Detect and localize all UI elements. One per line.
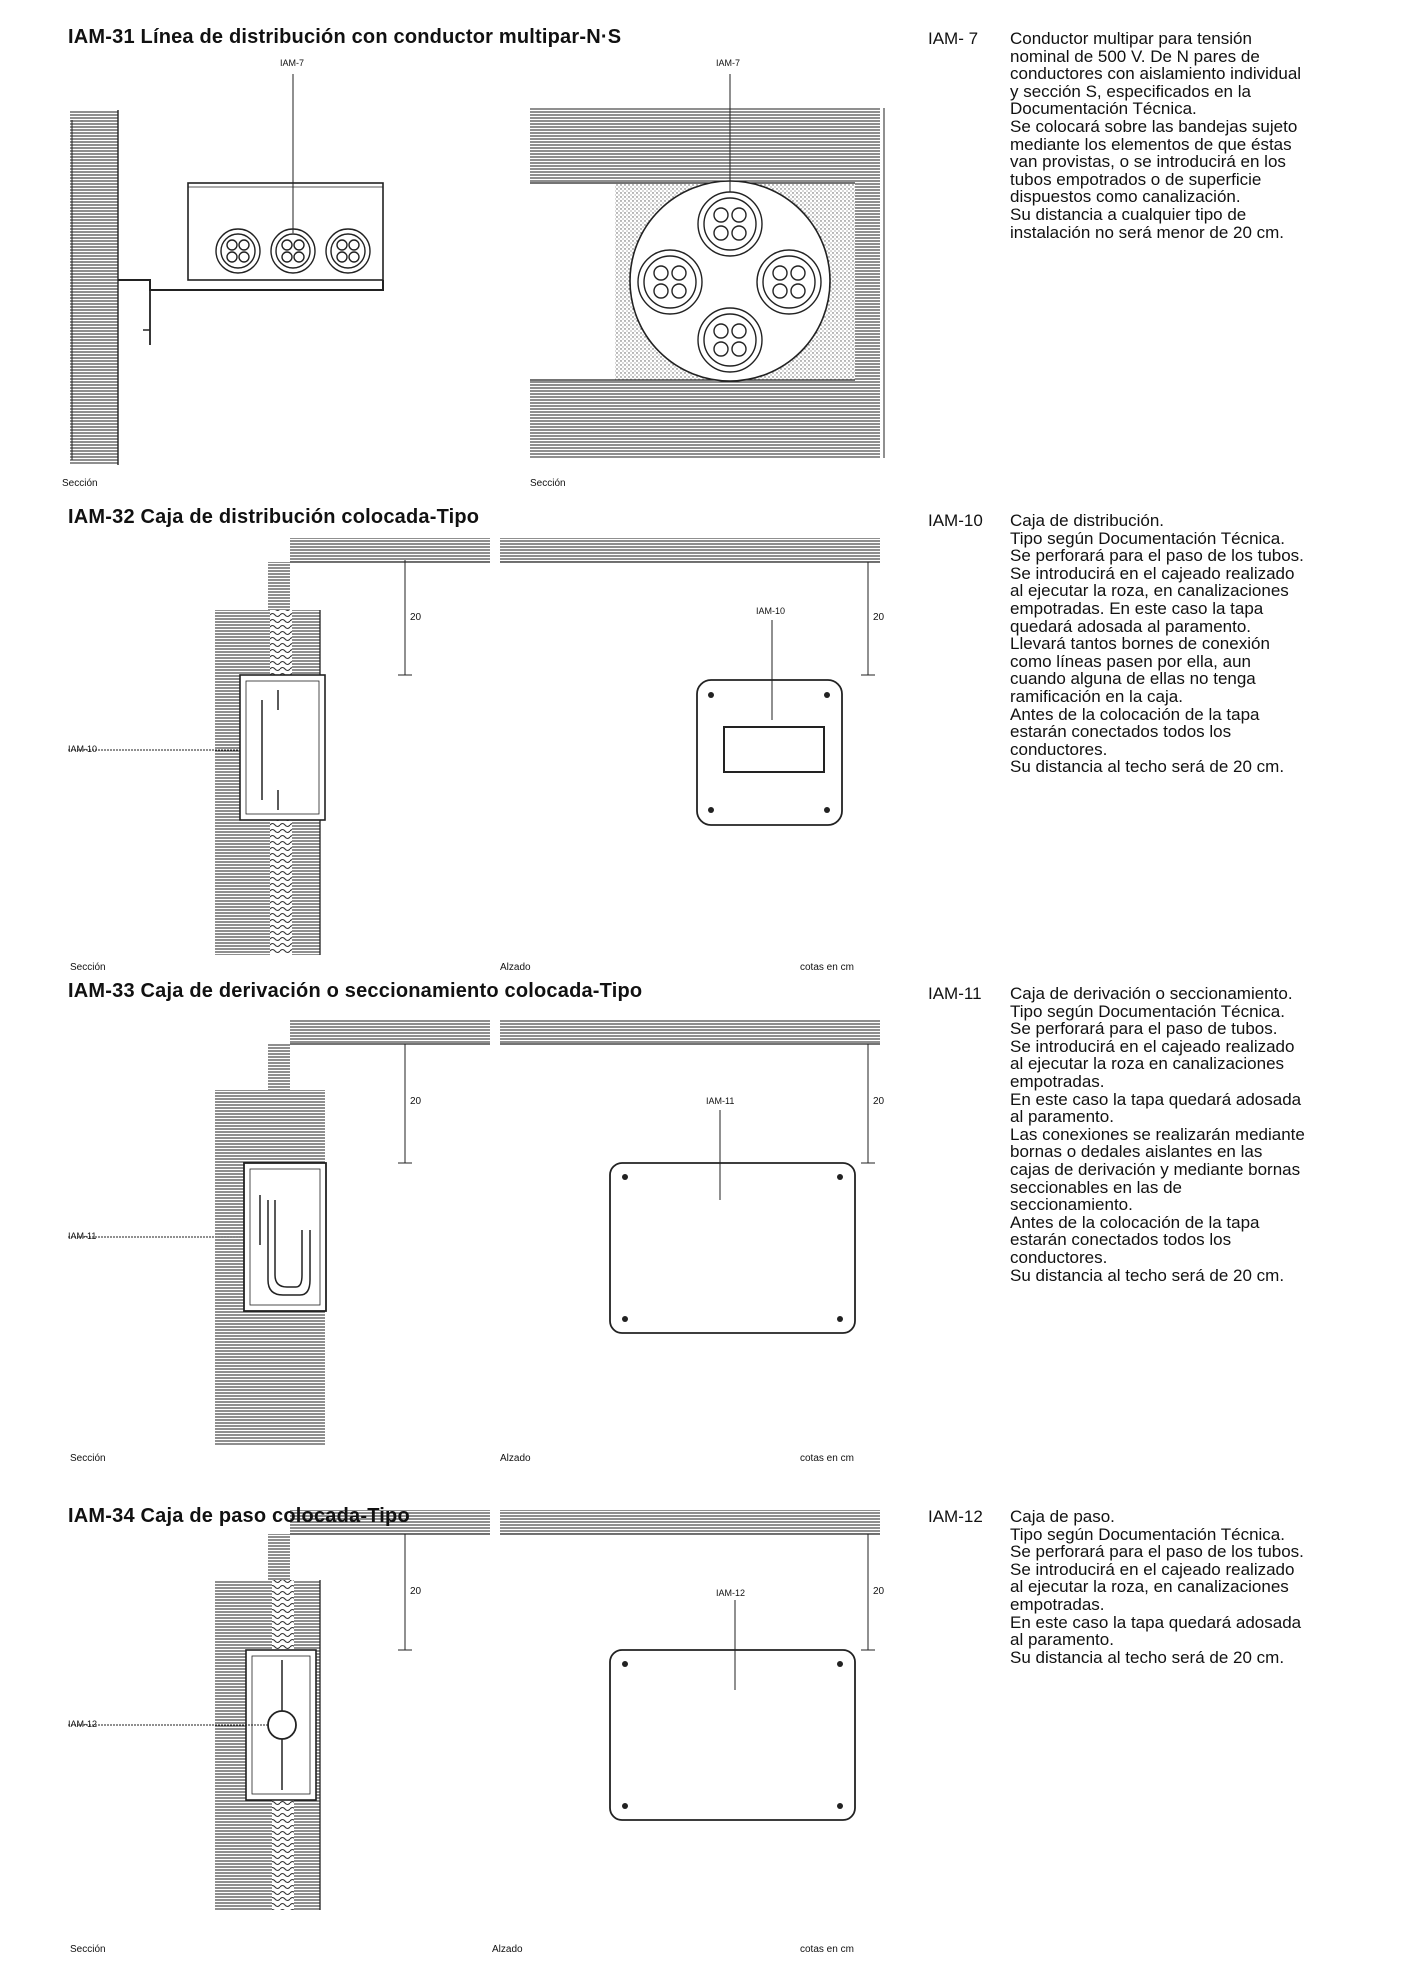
spec-line: Caja de distribución. — [1010, 511, 1165, 530]
spec-body — [1010, 1508, 1306, 1666]
iam33-elevation-drawing — [500, 1020, 880, 1333]
iam34-label-units: cotas en cm — [800, 1944, 854, 1955]
iam33-callout-left: IAM-11 — [68, 1231, 97, 1241]
spec-line: Tipo según Documentación Técnica. — [1010, 1524, 1285, 1544]
spec-line: Antes de la colocación de la tapa estarán conectados todos los conductores. — [1010, 1212, 1260, 1267]
iam34-section-drawing — [68, 1510, 490, 1910]
spec-line: En este caso la tapa quedará adosada al paramento. — [1010, 1612, 1302, 1650]
spec-line: En este caso la tapa quedará adosada al paramento. — [1010, 1089, 1302, 1127]
iam31-section-drawing — [70, 74, 383, 465]
spec-line: Tipo según Documentación Técnica. — [1010, 528, 1285, 548]
iam31-title: IAM-31 Línea de distribución con conductor multipar-N·S — [68, 26, 622, 48]
iam32-label-elevation: Alzado — [500, 962, 531, 973]
iam10-spec-block — [928, 512, 1308, 952]
iam31-tube-drawing — [530, 74, 884, 458]
iam31-label-section-right: Sección — [530, 478, 566, 489]
spec-line: Antes de la colocación de la tapa estarán conectados todos los conductores. — [1010, 704, 1260, 759]
spec-line: Su distancia al techo será de 20 cm. — [1010, 1265, 1285, 1285]
iam32-elevation-drawing — [500, 538, 880, 825]
iam32-callout-left: IAM-10 — [68, 744, 98, 754]
iam34-callout-right: IAM-12 — [716, 1588, 746, 1598]
spec-line: Se introducirá en el cajeado realizado al ejecutar la roza en canalizaciones empotradas. — [1010, 1036, 1295, 1091]
spec-line: Su distancia a cualquier tipo de instalación no será menor de 20 cm. — [1010, 204, 1285, 242]
spec-line: Caja de paso. — [1010, 1507, 1115, 1526]
iam32-label-units: cotas en cm — [800, 962, 854, 973]
spec-line: Se perforará para el paso de tubos. — [1010, 1019, 1278, 1039]
iam12-spec-block — [928, 1508, 1308, 1828]
iam32-label-section: Sección — [70, 962, 106, 973]
iam31-callout-left: IAM-7 — [280, 58, 305, 68]
spec-line: Conductor multipar para tensión nominal de 500 V. De N pares de conductores con aislamiento individual y sección S, especificados en la Documentación Técnica. — [1010, 29, 1302, 119]
spec-code: IAM-12 — [928, 1507, 983, 1526]
spec-line: Llevará tantos bornes de conexión como líneas pasen por ella, aun cuando alguna de ellas no tenga ramificación en la caja. — [1010, 634, 1270, 706]
spec-code: IAM-11 — [928, 984, 982, 1003]
iam32-title: IAM-32 Caja de distribución colocada-Tipo — [68, 506, 480, 528]
spec-line: Se perforará para el paso de los tubos. — [1010, 1542, 1304, 1562]
iam33-label-units: cotas en cm — [800, 1453, 854, 1464]
spec-line: Su distancia al techo será de 20 cm. — [1010, 757, 1285, 777]
iam34-label-section: Sección — [70, 1944, 106, 1955]
iam33-label-section: Sección — [70, 1453, 106, 1464]
spec-line: Se colocará sobre las bandejas sujeto mediante los elementos de que éstas van provistas, o se introducirá en los tubos empotrados o de superficie dispuestos como canalización. — [1010, 116, 1298, 207]
spec-line: Su distancia al techo será de 20 cm. — [1010, 1647, 1285, 1667]
iam33-callout-right: IAM-11 — [706, 1096, 735, 1106]
iam33-dim-elevation: 20 — [873, 1096, 885, 1107]
spec-code: IAM- 7 — [928, 29, 979, 48]
spec-line: Tipo según Documentación Técnica. — [1010, 1001, 1285, 1021]
iam33-label-elevation: Alzado — [500, 1453, 531, 1464]
iam34-callout-left: IAM-12 — [68, 1719, 98, 1729]
iam32-dim-section: 20 — [410, 612, 422, 623]
spec-body — [1010, 30, 1306, 241]
iam31-callout-right: IAM-7 — [716, 58, 741, 68]
iam32-dim-elevation: 20 — [873, 612, 885, 623]
spec-body — [1010, 512, 1306, 776]
spec-line: Se perforará para el paso de los tubos. — [1010, 546, 1304, 566]
spec-line: Las conexiones se realizarán mediante bornas o dedales aislantes en las cajas de derivación y mediante bornas seccionables en las de seccionamiento. — [1010, 1124, 1305, 1215]
iam31-label-section-left: Sección — [62, 478, 98, 489]
spec-line: Caja de derivación o seccionamiento. — [1010, 984, 1293, 1003]
iam11-spec-block — [928, 985, 1308, 1475]
iam34-title: IAM-34 Caja de paso colocada-Tipo — [68, 1505, 410, 1527]
iam33-title: IAM-33 Caja de derivación o seccionamiento colocada-Tipo — [68, 980, 643, 1002]
spec-line: Se introducirá en el cajeado realizado al ejecutar la roza, en canalizaciones empotradas. En este caso la tapa quedará adosada al paramento. — [1010, 563, 1295, 636]
iam33-section-drawing — [68, 1020, 490, 1445]
iam34-dim-section: 20 — [410, 1586, 422, 1597]
iam34-elevation-drawing — [500, 1510, 880, 1820]
spec-body — [1010, 985, 1306, 1284]
iam33-dim-section: 20 — [410, 1096, 422, 1107]
iam32-section-drawing — [68, 538, 490, 955]
spec-code: IAM-10 — [928, 511, 983, 530]
spec-line: Se introducirá en el cajeado realizado al ejecutar la roza, en canalizaciones empotradas. — [1010, 1559, 1295, 1614]
iam34-label-elevation: Alzado — [492, 1944, 523, 1955]
iam32-callout-right: IAM-10 — [756, 606, 786, 616]
iam7-spec-block — [928, 30, 1308, 390]
iam34-dim-elevation: 20 — [873, 1586, 885, 1597]
